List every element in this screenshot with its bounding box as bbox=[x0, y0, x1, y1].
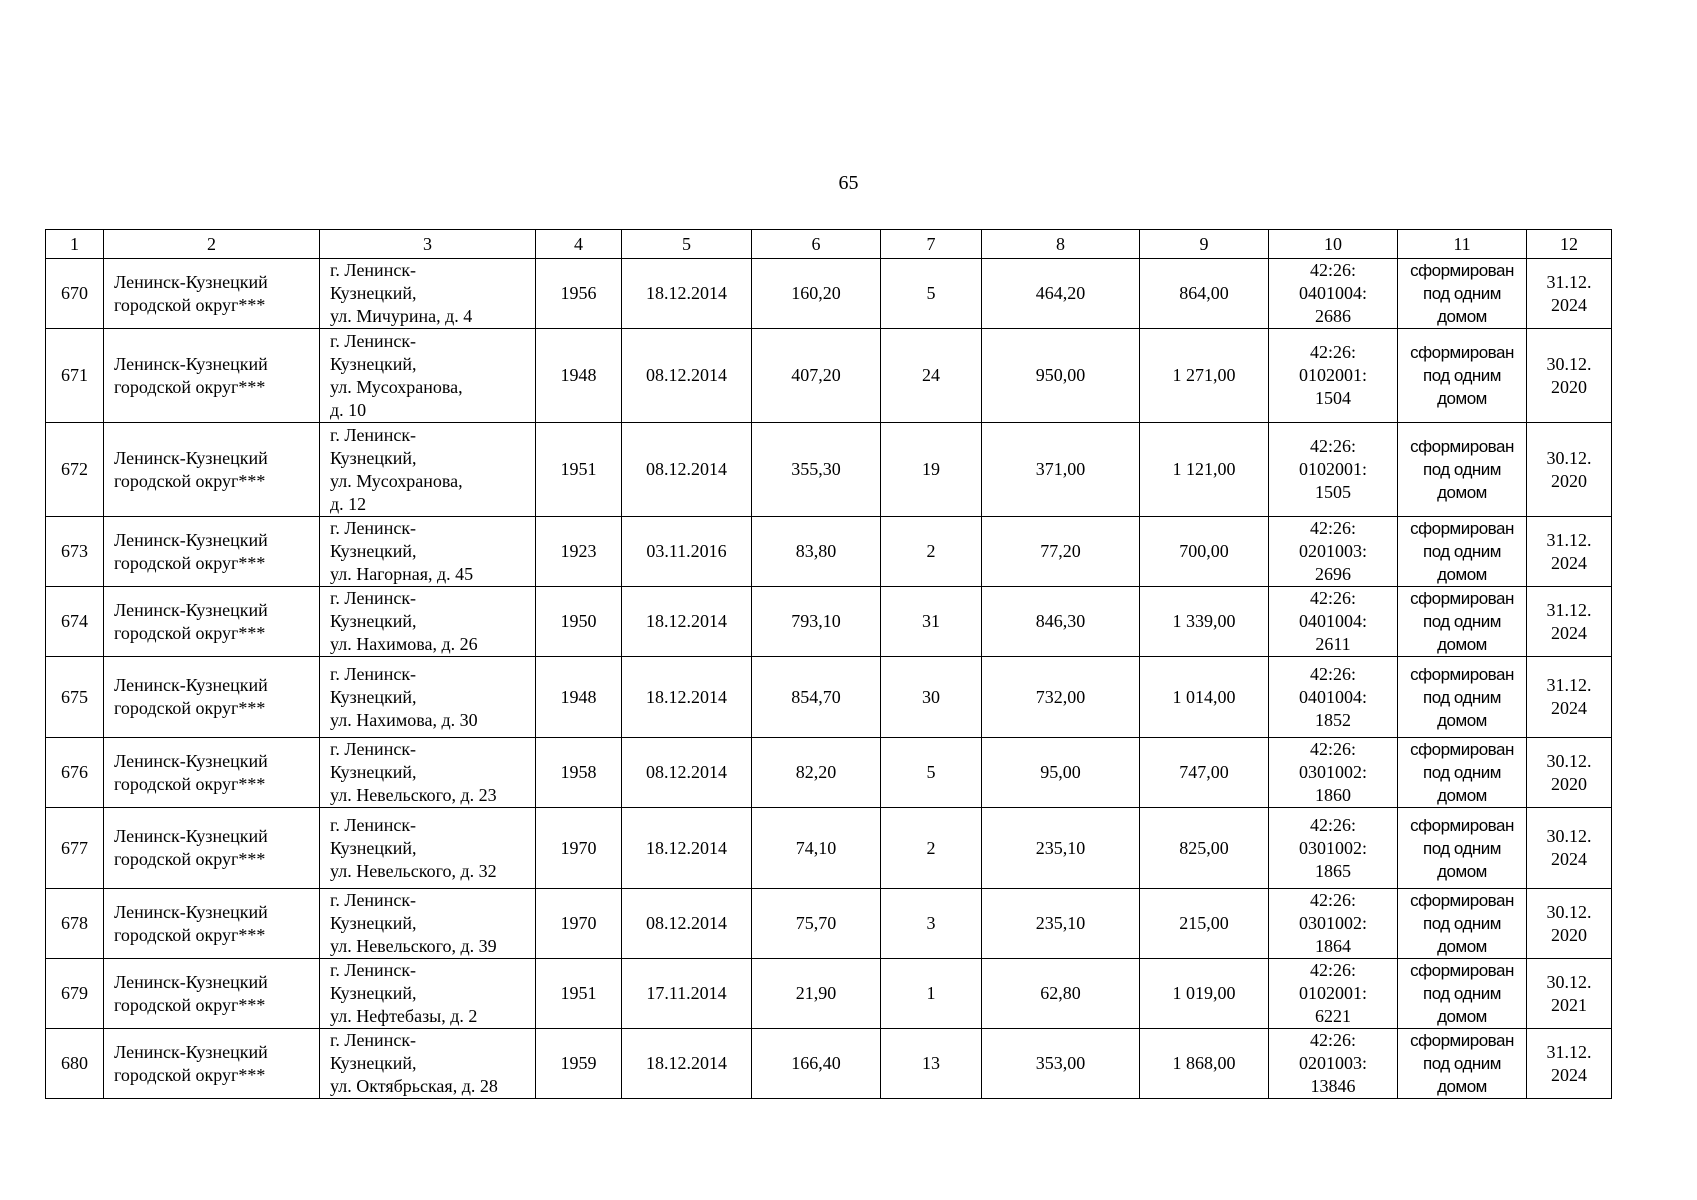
recognition-date-cell: 08.12.2014 bbox=[622, 329, 752, 423]
table-row bbox=[46, 587, 1612, 657]
column-header: 8 bbox=[982, 230, 1140, 259]
row-number: 675 bbox=[46, 657, 104, 738]
cadastral-number-cell: 42:26: 0401004: 1852 bbox=[1269, 657, 1398, 738]
year-cell: 1923 bbox=[536, 517, 622, 587]
land-status-cell: сформирован под одним домом bbox=[1398, 889, 1527, 959]
land-status-cell: сформирован под одним домом bbox=[1398, 738, 1527, 808]
deadline-cell: 30.12. 2024 bbox=[1527, 808, 1612, 889]
year-cell: 1959 bbox=[536, 1029, 622, 1099]
address-cell: г. Ленинск- Кузнецкий, ул. Октябрьская, д. 28 bbox=[320, 1029, 536, 1099]
land-area-cell: 700,00 bbox=[1140, 517, 1269, 587]
recognition-date-cell: 18.12.2014 bbox=[622, 808, 752, 889]
land-status-cell: сформирован под одним домом bbox=[1398, 1029, 1527, 1099]
area-cell: 407,20 bbox=[752, 329, 881, 423]
address-cell: г. Ленинск- Кузнецкий, ул. Невельского, д. 23 bbox=[320, 738, 536, 808]
year-cell: 1970 bbox=[536, 808, 622, 889]
land-area-cell: 1 014,00 bbox=[1140, 657, 1269, 738]
residents-cell: 13 bbox=[881, 1029, 982, 1099]
address-cell: г. Ленинск- Кузнецкий, ул. Нагорная, д. 45 bbox=[320, 517, 536, 587]
column-header: 11 bbox=[1398, 230, 1527, 259]
land-area-cell: 825,00 bbox=[1140, 808, 1269, 889]
column-header: 4 bbox=[536, 230, 622, 259]
land-status-cell: сформирован под одним домом bbox=[1398, 329, 1527, 423]
residents-cell: 31 bbox=[881, 587, 982, 657]
column-header: 2 bbox=[104, 230, 320, 259]
land-area-cell: 215,00 bbox=[1140, 889, 1269, 959]
address-cell: г. Ленинск- Кузнецкий, ул. Мичурина, д. 4 bbox=[320, 259, 536, 329]
area-cell: 74,10 bbox=[752, 808, 881, 889]
total-area-cell: 464,20 bbox=[982, 259, 1140, 329]
cadastral-number-cell: 42:26: 0102001: 1505 bbox=[1269, 423, 1398, 517]
column-header: 6 bbox=[752, 230, 881, 259]
land-status-cell: сформирован под одним домом bbox=[1398, 959, 1527, 1029]
year-cell: 1948 bbox=[536, 329, 622, 423]
recognition-date-cell: 08.12.2014 bbox=[622, 423, 752, 517]
total-area-cell: 95,00 bbox=[982, 738, 1140, 808]
deadline-cell: 30.12. 2020 bbox=[1527, 889, 1612, 959]
area-cell: 854,70 bbox=[752, 657, 881, 738]
total-area-cell: 235,10 bbox=[982, 889, 1140, 959]
table-row bbox=[46, 889, 1612, 959]
total-area-cell: 846,30 bbox=[982, 587, 1140, 657]
recognition-date-cell: 18.12.2014 bbox=[622, 259, 752, 329]
table-row bbox=[46, 517, 1612, 587]
land-status-cell: сформирован под одним домом bbox=[1398, 808, 1527, 889]
area-cell: 83,80 bbox=[752, 517, 881, 587]
address-cell: г. Ленинск- Кузнецкий, ул. Нахимова, д. 30 bbox=[320, 657, 536, 738]
deadline-cell: 31.12. 2024 bbox=[1527, 657, 1612, 738]
column-number-row bbox=[46, 230, 1612, 259]
total-area-cell: 371,00 bbox=[982, 423, 1140, 517]
land-status-cell: сформирован под одним домом bbox=[1398, 517, 1527, 587]
row-number: 673 bbox=[46, 517, 104, 587]
land-area-cell: 1 868,00 bbox=[1140, 1029, 1269, 1099]
residents-cell: 19 bbox=[881, 423, 982, 517]
municipality-cell: Ленинск-Кузнецкий городской округ*** bbox=[104, 808, 320, 889]
cadastral-number-cell: 42:26: 0201003: 13846 bbox=[1269, 1029, 1398, 1099]
row-number: 674 bbox=[46, 587, 104, 657]
deadline-cell: 31.12. 2024 bbox=[1527, 1029, 1612, 1099]
municipality-cell: Ленинск-Кузнецкий городской округ*** bbox=[104, 889, 320, 959]
residents-cell: 5 bbox=[881, 738, 982, 808]
residents-cell: 5 bbox=[881, 259, 982, 329]
row-number: 678 bbox=[46, 889, 104, 959]
table-row bbox=[46, 959, 1612, 1029]
recognition-date-cell: 08.12.2014 bbox=[622, 889, 752, 959]
land-area-cell: 1 121,00 bbox=[1140, 423, 1269, 517]
residents-cell: 2 bbox=[881, 517, 982, 587]
cadastral-number-cell: 42:26: 0102001: 1504 bbox=[1269, 329, 1398, 423]
total-area-cell: 77,20 bbox=[982, 517, 1140, 587]
column-header: 10 bbox=[1269, 230, 1398, 259]
total-area-cell: 62,80 bbox=[982, 959, 1140, 1029]
row-number: 679 bbox=[46, 959, 104, 1029]
cadastral-number-cell: 42:26: 0301002: 1860 bbox=[1269, 738, 1398, 808]
address-cell: г. Ленинск- Кузнецкий, ул. Нефтебазы, д. 2 bbox=[320, 959, 536, 1029]
residents-cell: 3 bbox=[881, 889, 982, 959]
address-cell: г. Ленинск- Кузнецкий, ул. Невельского, д. 39 bbox=[320, 889, 536, 959]
deadline-cell: 31.12. 2024 bbox=[1527, 259, 1612, 329]
total-area-cell: 732,00 bbox=[982, 657, 1140, 738]
area-cell: 21,90 bbox=[752, 959, 881, 1029]
cadastral-number-cell: 42:26: 0401004: 2611 bbox=[1269, 587, 1398, 657]
recognition-date-cell: 18.12.2014 bbox=[622, 1029, 752, 1099]
year-cell: 1951 bbox=[536, 423, 622, 517]
area-cell: 166,40 bbox=[752, 1029, 881, 1099]
area-cell: 355,30 bbox=[752, 423, 881, 517]
land-area-cell: 1 019,00 bbox=[1140, 959, 1269, 1029]
land-area-cell: 1 339,00 bbox=[1140, 587, 1269, 657]
table-row bbox=[46, 738, 1612, 808]
column-header: 3 bbox=[320, 230, 536, 259]
column-header: 5 bbox=[622, 230, 752, 259]
table-row bbox=[46, 423, 1612, 517]
land-status-cell: сформирован под одним домом bbox=[1398, 587, 1527, 657]
residents-cell: 30 bbox=[881, 657, 982, 738]
table-row bbox=[46, 1029, 1612, 1099]
residents-cell: 2 bbox=[881, 808, 982, 889]
column-header: 9 bbox=[1140, 230, 1269, 259]
municipality-cell: Ленинск-Кузнецкий городской округ*** bbox=[104, 423, 320, 517]
table-row bbox=[46, 808, 1612, 889]
municipality-cell: Ленинск-Кузнецкий городской округ*** bbox=[104, 517, 320, 587]
column-header: 1 bbox=[46, 230, 104, 259]
row-number: 672 bbox=[46, 423, 104, 517]
area-cell: 793,10 bbox=[752, 587, 881, 657]
address-cell: г. Ленинск- Кузнецкий, ул. Невельского, д. 32 bbox=[320, 808, 536, 889]
total-area-cell: 353,00 bbox=[982, 1029, 1140, 1099]
deadline-cell: 30.12. 2020 bbox=[1527, 738, 1612, 808]
residents-cell: 1 bbox=[881, 959, 982, 1029]
cadastral-number-cell: 42:26: 0301002: 1864 bbox=[1269, 889, 1398, 959]
deadline-cell: 30.12. 2020 bbox=[1527, 423, 1612, 517]
cadastral-number-cell: 42:26: 0102001: 6221 bbox=[1269, 959, 1398, 1029]
row-number: 671 bbox=[46, 329, 104, 423]
year-cell: 1948 bbox=[536, 657, 622, 738]
recognition-date-cell: 18.12.2014 bbox=[622, 587, 752, 657]
land-area-cell: 864,00 bbox=[1140, 259, 1269, 329]
year-cell: 1958 bbox=[536, 738, 622, 808]
row-number: 680 bbox=[46, 1029, 104, 1099]
recognition-date-cell: 17.11.2014 bbox=[622, 959, 752, 1029]
municipality-cell: Ленинск-Кузнецкий городской округ*** bbox=[104, 587, 320, 657]
land-status-cell: сформирован под одним домом bbox=[1398, 259, 1527, 329]
column-header: 12 bbox=[1527, 230, 1612, 259]
land-status-cell: сформирован под одним домом bbox=[1398, 423, 1527, 517]
deadline-cell: 31.12. 2024 bbox=[1527, 517, 1612, 587]
deadline-cell: 31.12. 2024 bbox=[1527, 587, 1612, 657]
land-area-cell: 747,00 bbox=[1140, 738, 1269, 808]
row-number: 677 bbox=[46, 808, 104, 889]
table-row bbox=[46, 329, 1612, 423]
housing-registry-table bbox=[45, 229, 1612, 1099]
deadline-cell: 30.12. 2020 bbox=[1527, 329, 1612, 423]
cadastral-number-cell: 42:26: 0201003: 2696 bbox=[1269, 517, 1398, 587]
table-row bbox=[46, 657, 1612, 738]
area-cell: 160,20 bbox=[752, 259, 881, 329]
page-number: 65 bbox=[838, 172, 859, 194]
recognition-date-cell: 08.12.2014 bbox=[622, 738, 752, 808]
row-number: 670 bbox=[46, 259, 104, 329]
table-row bbox=[46, 259, 1612, 329]
address-cell: г. Ленинск- Кузнецкий, ул. Нахимова, д. 26 bbox=[320, 587, 536, 657]
address-cell: г. Ленинск- Кузнецкий, ул. Мусохранова, д. 12 bbox=[320, 423, 536, 517]
column-header: 7 bbox=[881, 230, 982, 259]
year-cell: 1950 bbox=[536, 587, 622, 657]
year-cell: 1951 bbox=[536, 959, 622, 1029]
total-area-cell: 235,10 bbox=[982, 808, 1140, 889]
deadline-cell: 30.12. 2021 bbox=[1527, 959, 1612, 1029]
cadastral-number-cell: 42:26: 0401004: 2686 bbox=[1269, 259, 1398, 329]
municipality-cell: Ленинск-Кузнецкий городской округ*** bbox=[104, 329, 320, 423]
address-cell: г. Ленинск- Кузнецкий, ул. Мусохранова, д. 10 bbox=[320, 329, 536, 423]
area-cell: 75,70 bbox=[752, 889, 881, 959]
land-area-cell: 1 271,00 bbox=[1140, 329, 1269, 423]
total-area-cell: 950,00 bbox=[982, 329, 1140, 423]
area-cell: 82,20 bbox=[752, 738, 881, 808]
cadastral-number-cell: 42:26: 0301002: 1865 bbox=[1269, 808, 1398, 889]
municipality-cell: Ленинск-Кузнецкий городской округ*** bbox=[104, 738, 320, 808]
row-number: 676 bbox=[46, 738, 104, 808]
year-cell: 1970 bbox=[536, 889, 622, 959]
municipality-cell: Ленинск-Кузнецкий городской округ*** bbox=[104, 657, 320, 738]
recognition-date-cell: 18.12.2014 bbox=[622, 657, 752, 738]
residents-cell: 24 bbox=[881, 329, 982, 423]
year-cell: 1956 bbox=[536, 259, 622, 329]
municipality-cell: Ленинск-Кузнецкий городской округ*** bbox=[104, 1029, 320, 1099]
recognition-date-cell: 03.11.2016 bbox=[622, 517, 752, 587]
land-status-cell: сформирован под одним домом bbox=[1398, 657, 1527, 738]
municipality-cell: Ленинск-Кузнецкий городской округ*** bbox=[104, 259, 320, 329]
municipality-cell: Ленинск-Кузнецкий городской округ*** bbox=[104, 959, 320, 1029]
